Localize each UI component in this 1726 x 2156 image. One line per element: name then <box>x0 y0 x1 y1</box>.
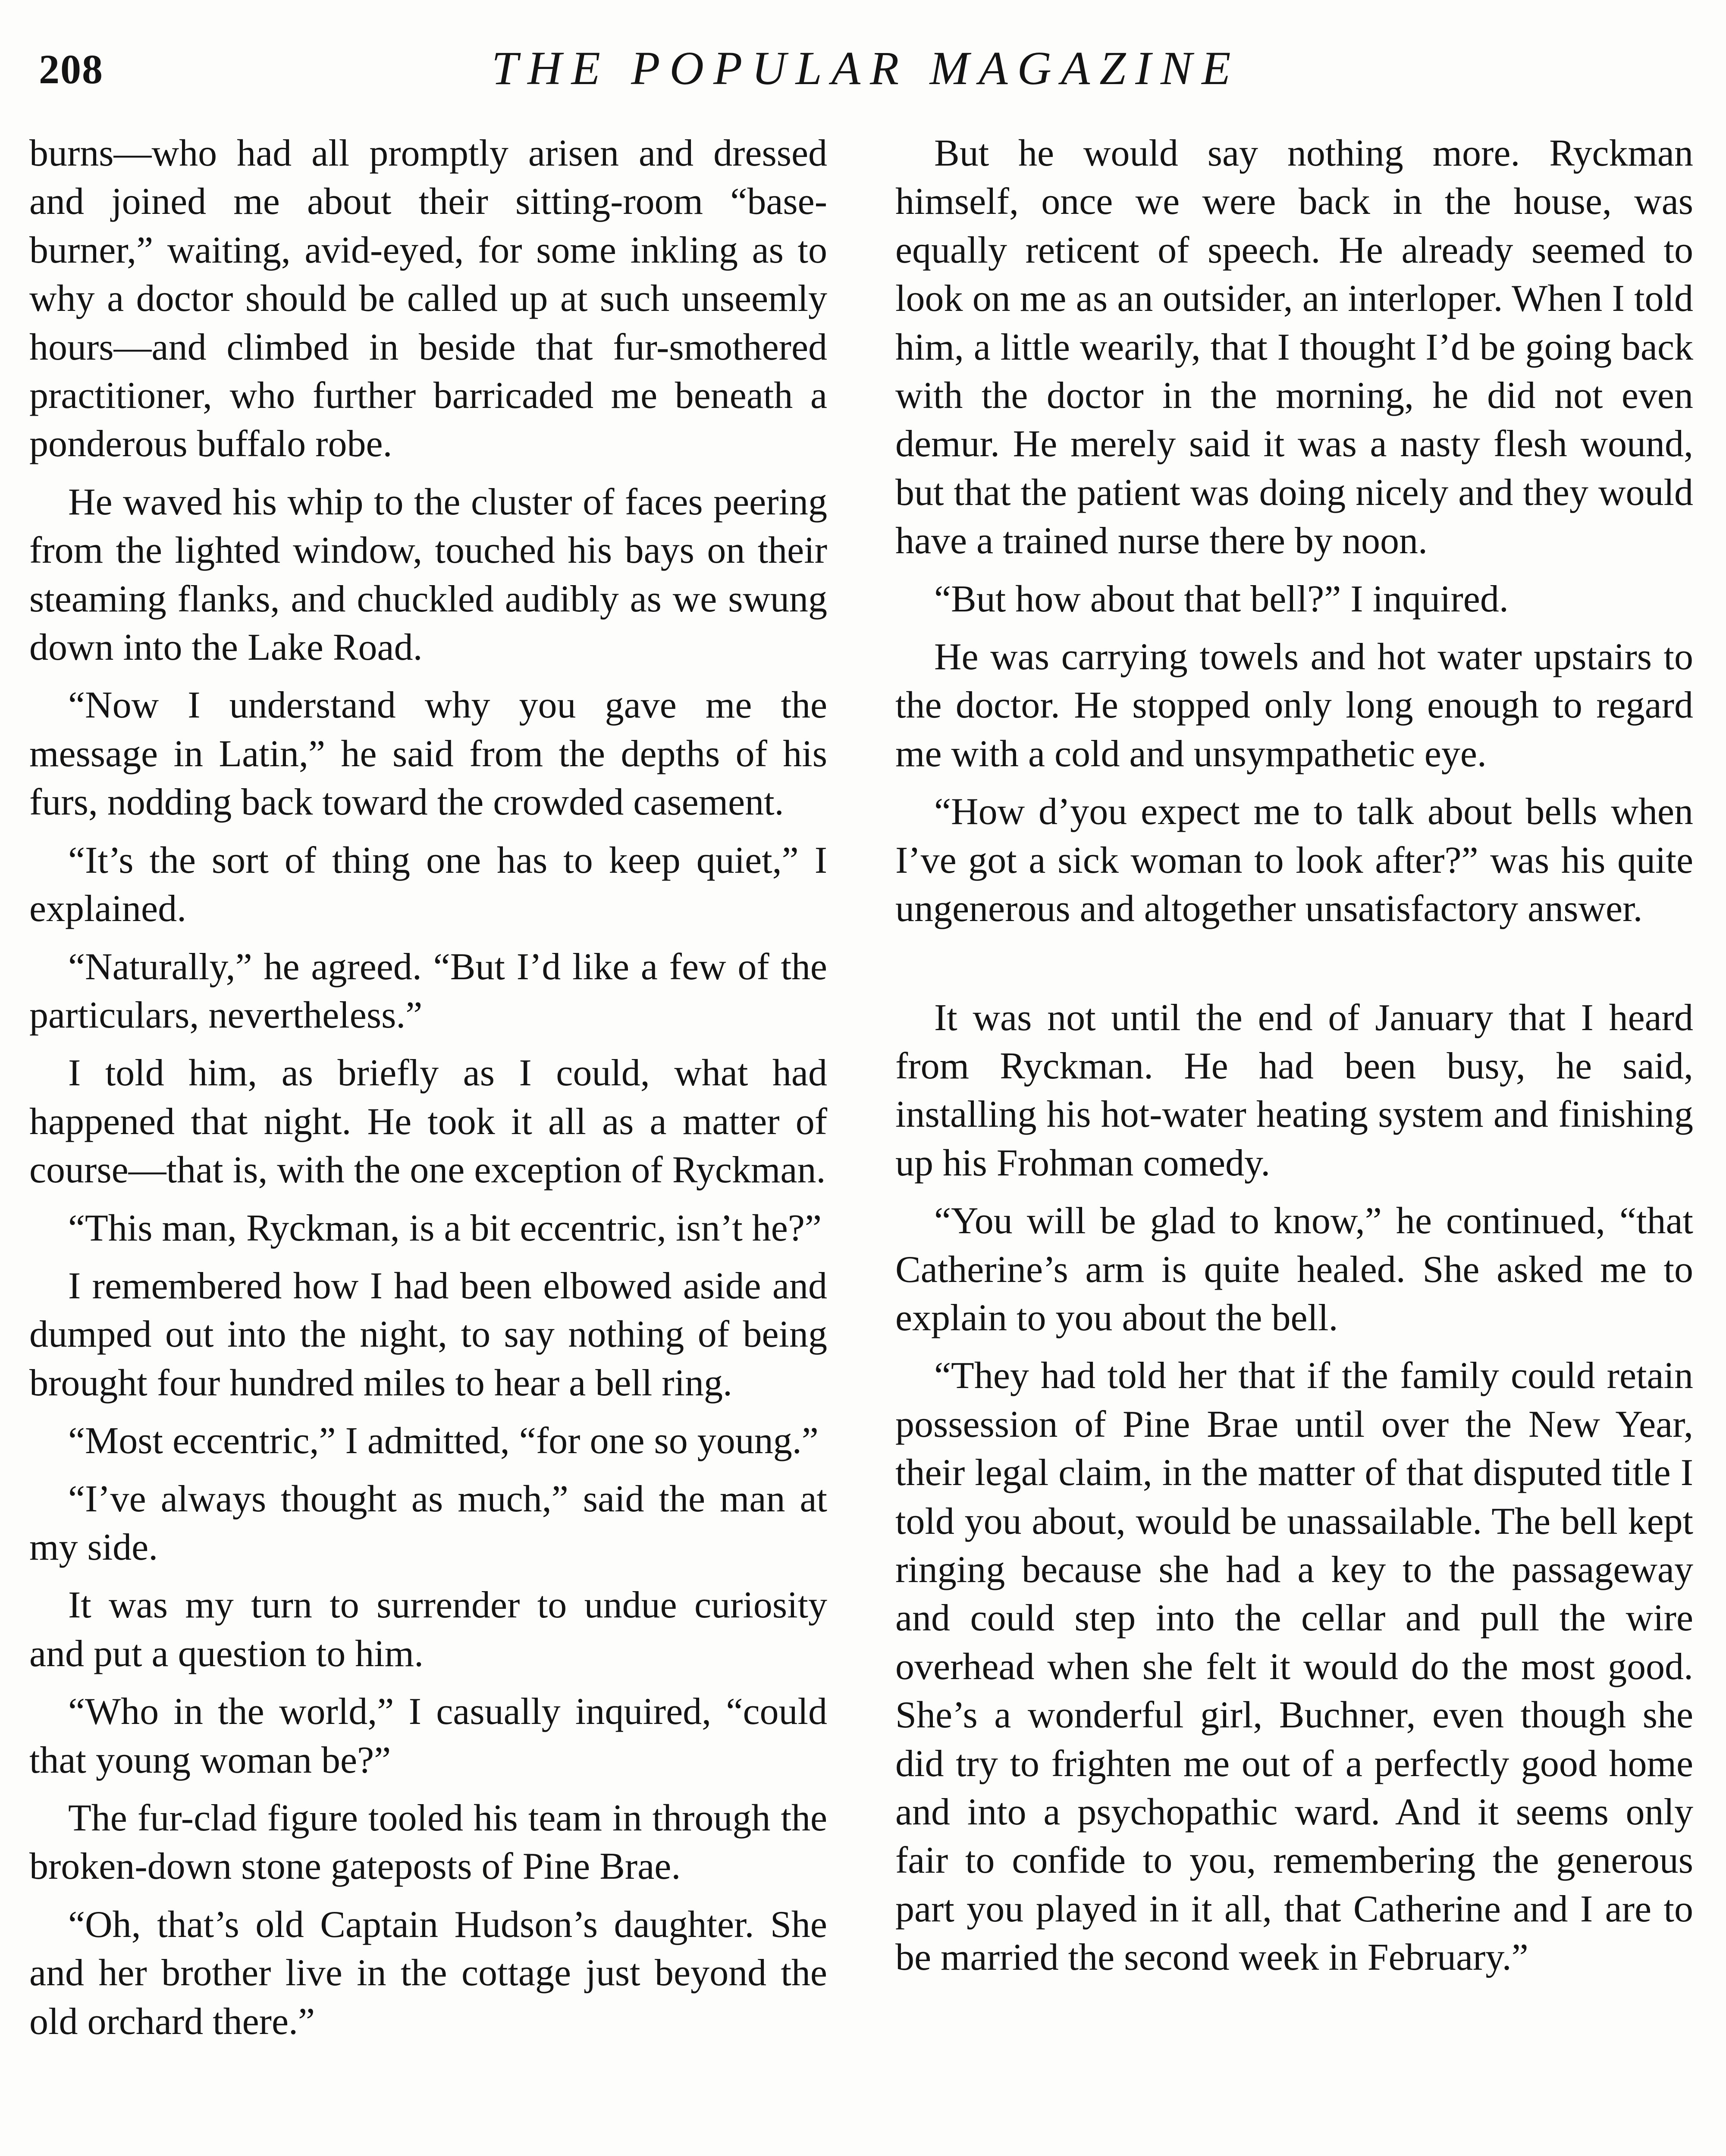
paragraph: I remembered how I had been elbowed aside and dumped out into the night, to say nothing of being brought four hundred miles to hear a bell ring. <box>29 1265 827 1404</box>
paragraph: “But how about that bell?” I inquired. <box>934 578 1509 620</box>
paragraph: The fur-clad figure tooled his team in through the broken-down stone gateposts of Pine Brae. <box>29 1797 827 1888</box>
paragraph: “Oh, that’s old Captain Hudson’s daughter. She and her brother live in the cottage just beyond the old orchard there.” <box>29 1903 827 2043</box>
paragraph: “Most eccentric,” I admitted, “for one so young.” <box>68 1420 819 1462</box>
paragraph: “Now I understand why you gave me the message in Latin,” he said from the depths of his furs, nodding back toward the crowded casement. <box>29 684 827 824</box>
paragraph: “How d’you expect me to talk about bells when I’ve got a sick woman to look after?” was his quite ungenerous and altogether unsatisfactory answer. <box>895 791 1693 930</box>
paragraph: He waved his whip to the cluster of faces peering from the lighted window, touched his bays on their steaming flanks, and chuckled audibly as we swung down into the Lake Road. <box>29 481 827 669</box>
paragraph: “I’ve always thought as much,” said the man at my side. <box>29 1478 827 1568</box>
paragraph: “It’s the sort of thing one has to keep quiet,” I explained. <box>29 839 827 930</box>
paragraph: “This man, Ryckman, is a bit eccentric, isn’t he?” <box>68 1207 822 1249</box>
paragraph: “Who in the world,” I casually inquired, “could that young woman be?” <box>29 1691 827 1781</box>
magazine-title: THE POPULAR MAGAZINE <box>492 42 1240 94</box>
paragraph: I told him, as briefly as I could, what had happened that night. He took it all as a matter of course—that is, with the one exception of Ryckman. <box>29 1052 827 1191</box>
paragraph: But he would say nothing more. Ryckman himself, once we were back in the house, was equally reticent of speech. He already seemed to look on me as an outsider, an interloper. When I told him, a little wearily, that I thought I’d be going back with the doctor in the morning, he did not even demur. He merely said it was a nasty flesh wound, but that the patient was doing nicely and they would have a trained nurse there by noon. <box>895 132 1693 562</box>
left-column <box>29 129 827 2056</box>
paragraph: It was not until the end of January that I heard from Ryckman. He had been busy, he said, installing his hot-water heating system and finishing up his Frohman comedy. <box>895 997 1693 1184</box>
paragraph: He was carrying towels and hot water upstairs to the doctor. He stopped only long enough to regard me with a cold and unsympathetic eye. <box>895 636 1693 775</box>
paragraph: “Naturally,” he agreed. “But I’d like a few of the particulars, nevertheless.” <box>29 946 827 1036</box>
right-column <box>895 129 1693 1992</box>
paragraph: “You will be glad to know,” he continued, “that Catherine’s arm is quite healed. She asked me to explain to you about the bell. <box>895 1200 1693 1339</box>
paragraph: It was my turn to surrender to undue curiosity and put a question to him. <box>29 1584 827 1675</box>
section-break <box>895 943 1693 994</box>
paragraph: “They had told her that if the family could retain possession of Pine Brae until over the New Year, their legal claim, in the matter of that disputed title I told you about, would be unassailable. The bell kept ringing because she had a key to the passageway and could step into the cellar and pull the wire overhead when she felt it would do the most good. She’s a wonderful girl, Buchner, even though she did try to frighten me out of a perfectly good home and into a psychopathic ward. And it seems only fair to confide to you, remembering the generous part you played in it all, that Catherine and I are to be married the second week in February.” <box>895 1355 1693 1979</box>
page-number: 208 <box>39 46 104 92</box>
paragraph: burns—who had all promptly arisen and dressed and joined me about their sitting-room “base-burner,” waiting, avid-eyed, for some inkling as to why a doctor should be called up at such unseemly hours—and climbed in beside that fur-smothered practitioner, who further barricaded me beneath a ponderous buffalo robe. <box>29 132 827 465</box>
page-header <box>39 41 1691 101</box>
